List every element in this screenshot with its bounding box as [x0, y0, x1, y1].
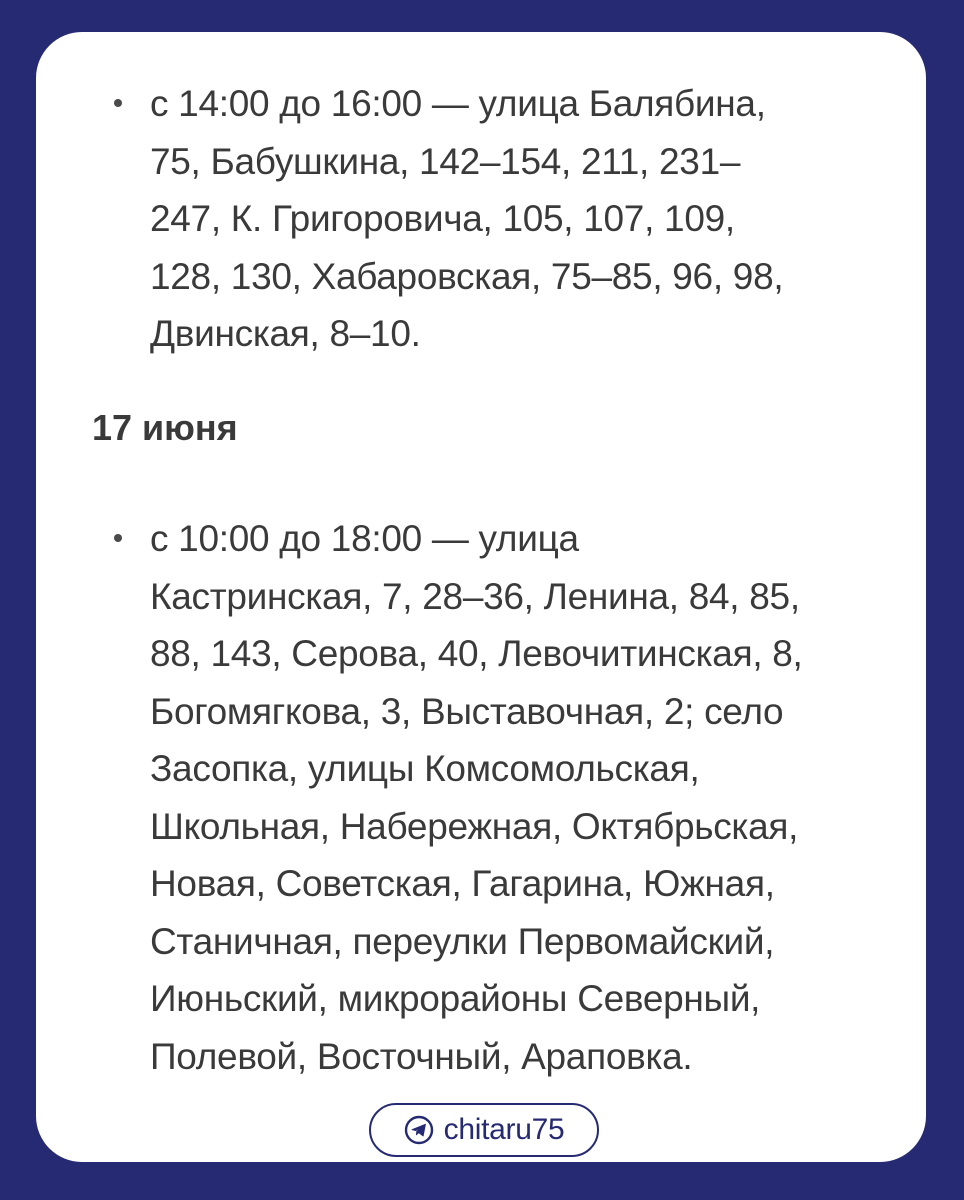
channel-name: chitaru75 — [443, 1113, 565, 1146]
schedule-item-2 — [150, 510, 890, 1085]
schedule-line: 128, 130, Хабаровская, 75–85, 96, 98, — [150, 255, 784, 297]
schedule-line: 88, 143, Серова, 40, Левочитинская, 8, — [150, 633, 803, 674]
bullet-icon — [114, 99, 122, 107]
date-heading: 17 июня — [92, 407, 238, 448]
schedule-line: Полевой, Восточный, Араповка. — [150, 1035, 693, 1077]
schedule-item-1 — [150, 75, 890, 363]
schedule-line: Новая, Советская, Гагарина, Южная, — [150, 863, 775, 904]
schedule-line: Станичная, переулки Первомайский, — [150, 920, 775, 962]
schedule-line: Засопка, улицы Комсомольская, — [150, 748, 700, 789]
telegram-channel-badge[interactable] — [369, 1103, 599, 1157]
telegram-icon — [404, 1115, 434, 1145]
schedule-line: Школьная, Набережная, Октябрьская, — [150, 805, 799, 847]
content-card — [36, 32, 926, 1162]
schedule-line: Богомягкова, 3, Выставочная, 2; село — [150, 690, 784, 732]
schedule-line: Двинская, 8–10. — [150, 313, 421, 354]
schedule-line: с 14:00 до 16:00 — улица Балябина, — [150, 83, 766, 124]
schedule-line: 75, Бабушкина, 142–154, 211, 231– — [150, 140, 741, 182]
schedule-line: Кастринская, 7, 28–36, Ленина, 84, 85, — [150, 575, 800, 617]
schedule-line: с 10:00 до 18:00 — улица — [150, 518, 579, 559]
bullet-icon — [114, 534, 122, 542]
schedule-line: Июньский, микрорайоны Северный, — [150, 978, 761, 1019]
schedule-line: 247, К. Григоровича, 105, 107, 109, — [150, 198, 735, 239]
